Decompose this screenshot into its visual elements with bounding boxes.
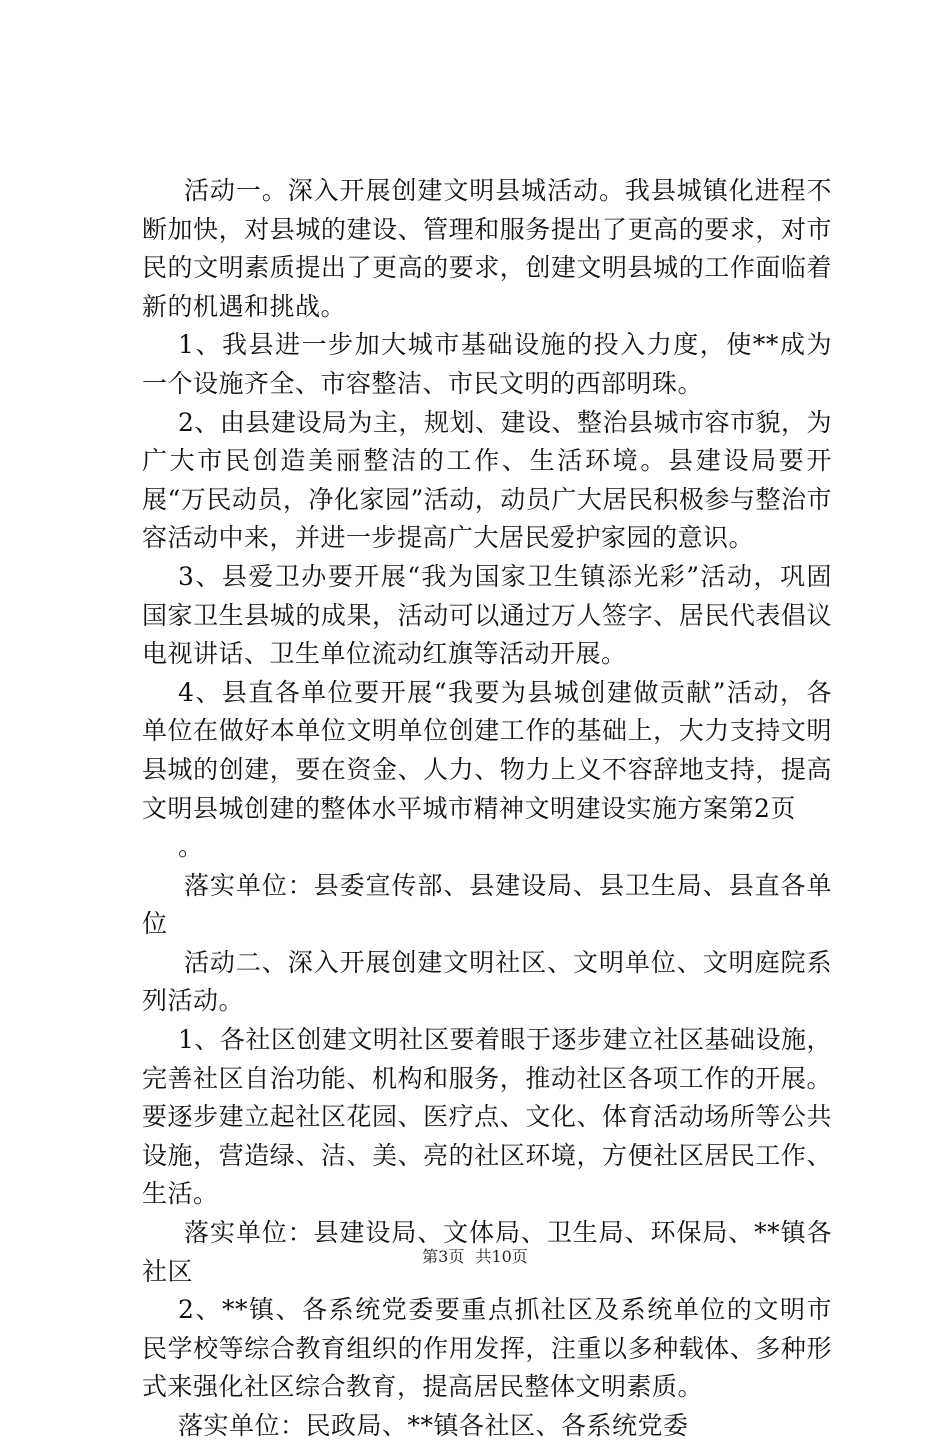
paragraph-period: 。 [178, 832, 204, 862]
paragraph-activity-two-item-2: 2、**镇、各系统党委要重点抓社区及系统单位的文明市民学校等综合教育组织的作用发挥，注重以多种载体、多种形式来强化社区综合教育，提高居民整体文明素质。 [142, 1295, 832, 1402]
page-number-label: 第3页 共10页 [422, 1247, 528, 1266]
paragraph-activity-one: 活动一。深入开展创建文明县城活动。我县城镇化进程不断加快，对县城的建设、管理和服务提出了更高的要求，对市民的文明素质提出了更高的要求，创建文明县城的工作面临着新的机遇和挑战。 [142, 176, 832, 321]
paragraph-responsible-units-3: 落实单位：民政局、**镇各社区、各系统党委 [178, 1411, 689, 1440]
paragraph-activity-two-item-1: 1、各社区创建文明社区要着眼于逐步建立社区基础设施，完善社区自治功能、机构和服务，推动社区各项工作的开展。要逐步建立起社区花园、医疗点、文化、体育活动场所等公共设施，营造绿、洁、美、亮的社区环境，方便社区居民工作、生活。 [142, 1025, 832, 1209]
paragraph-item-3: 3、县爱卫办要开展“我为国家卫生镇添光彩”活动，巩固国家卫生县城的成果，活动可以通过万人签字、居民代表倡议电视讲话、卫生单位流动红旗等活动开展。 [142, 561, 832, 669]
paragraph-responsible-units-1: 落实单位：县委宣传部、县建设局、县卫生局、县直各单位 [142, 870, 832, 939]
paragraph-item-4: 4、县直各单位要开展“我要为县城创建做贡献”活动，各单位在做好本单位文明单位创建工作的基础上，大力支持文明县城的创建，要在资金、人力、物力上义不容辞地支持，提高文明县城创建的整体水平城市精神文明建设实施方案第2页 [142, 677, 832, 823]
paragraph-activity-two: 活动二、深入开展创建文明社区、文明单位、文明庭院系列活动。 [142, 947, 832, 1016]
paragraph-responsible-units-2: 落实单位：县建设局、文体局、卫生局、环保局、**镇各社区 [142, 1218, 832, 1286]
page-footer [0, 1244, 950, 1267]
paragraph-item-1: 1、我县进一步加大城市基础设施的投入力度，使**成为一个设施齐全、市容整洁、市民文明的西部明珠。 [142, 330, 832, 398]
paragraph-item-2: 2、由县建设局为主，规划、建设、整治县城市容市貌，为广大市民创造美丽整洁的工作、生活环境。县建设局要开展“万民动员，净化家园”活动，动员广大居民积极参与整治市容活动中来，并进一步提高广大居民爱护家园的意识。 [142, 407, 832, 553]
